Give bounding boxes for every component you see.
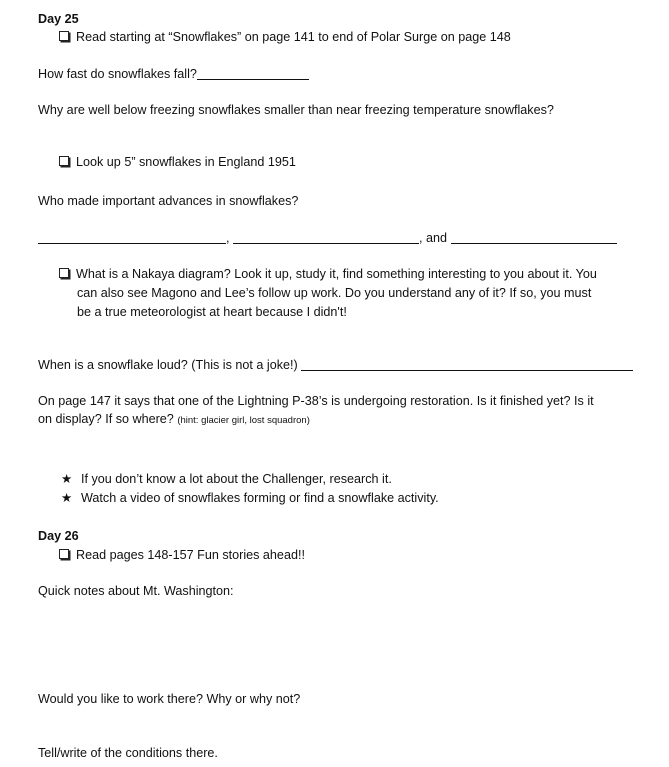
answer-blank-3[interactable]	[451, 231, 617, 244]
star-item-challenger	[61, 471, 392, 487]
question-p38-line2	[38, 411, 310, 429]
task-label: Read starting at “Snowflakes” on page 141 to end of Polar Surge on page 148	[76, 30, 511, 44]
task-label: What is a Nakaya diagram? Look it up, study it, find something interesting to you about it. You	[76, 267, 597, 281]
task-nakaya-line3: be a true meteorologist at heart because I didn't!	[77, 305, 347, 319]
comma: ,	[226, 231, 230, 245]
question-loud	[38, 357, 633, 373]
question-work-there: Would you like to work there? Why or why not?	[38, 692, 301, 706]
question-p38-line1: On page 147 it says that one of the Lightning P-38’s is undergoing restoration. Is it finished yet? Is it	[38, 394, 594, 408]
question-conditions: Tell/write of the conditions there.	[38, 746, 218, 760]
answer-blank[interactable]	[301, 358, 633, 371]
question-fall-speed	[38, 66, 309, 82]
question-text: When is a snowflake loud? (This is not a joke!)	[38, 358, 298, 372]
task-label: Look up 5” snowflakes in England 1951	[76, 155, 296, 169]
checkbox-icon[interactable]	[59, 156, 69, 166]
answer-blanks-row	[38, 230, 617, 246]
answer-blank-2[interactable]	[233, 231, 419, 244]
star-item-text: Watch a video of snowflakes forming or find a snowflake activity.	[81, 491, 439, 505]
star-icon: ★	[61, 472, 73, 486]
hint-text: (hint: glacier girl, lost squadron)	[177, 415, 310, 426]
task-read-day26[interactable]	[59, 547, 305, 563]
task-nakaya-line2: can also see Magono and Lee’s follow up work. Do you understand any of it? If so, you must	[77, 286, 592, 300]
question-text: How fast do snowflakes fall?	[38, 67, 197, 81]
task-read-day25[interactable]	[59, 29, 511, 45]
day25-heading: Day 25	[38, 12, 79, 26]
answer-blank-1[interactable]	[38, 231, 226, 244]
checkbox-icon[interactable]	[59, 31, 69, 41]
question-smaller-flakes: Why are well below freezing snowflakes smaller than near freezing temperature snowflakes?	[38, 103, 554, 117]
task-lookup[interactable]	[59, 154, 296, 170]
and-label: , and	[419, 231, 448, 245]
star-item-text: If you don’t know a lot about the Challenger, research it.	[81, 472, 392, 486]
question-advances: Who made important advances in snowflakes?	[38, 194, 299, 208]
day26-heading: Day 26	[38, 529, 79, 543]
checkbox-icon[interactable]	[59, 549, 69, 559]
question-notes: Quick notes about Mt. Washington:	[38, 584, 234, 598]
question-text: on display? If so where?	[38, 412, 174, 426]
task-label: Read pages 148-157 Fun stories ahead!!	[76, 548, 305, 562]
task-nakaya[interactable]	[59, 266, 597, 282]
star-item-video	[61, 490, 439, 506]
answer-blank[interactable]	[197, 67, 309, 80]
star-icon: ★	[61, 491, 73, 505]
checkbox-icon[interactable]	[59, 268, 69, 278]
